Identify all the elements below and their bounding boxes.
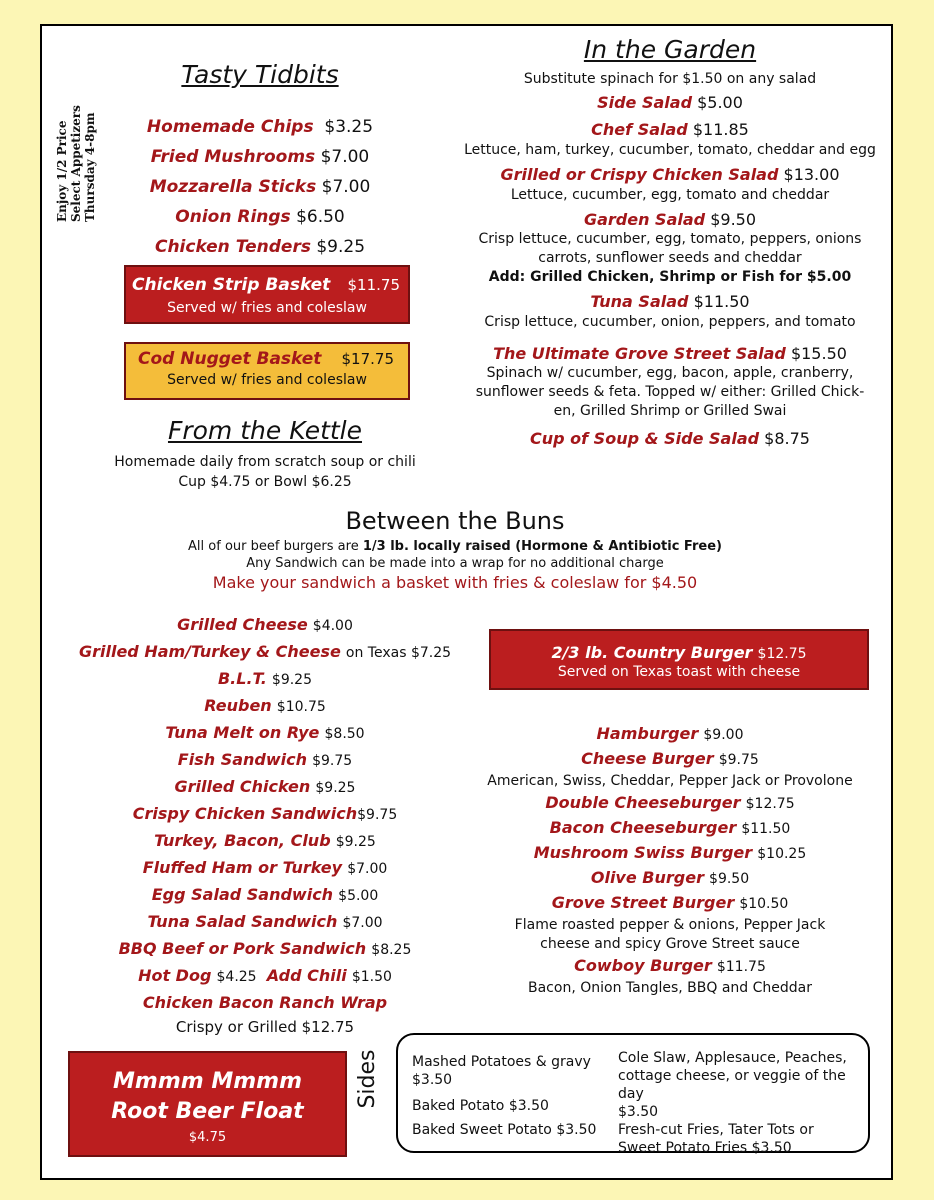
burger-list	[470, 722, 870, 998]
list-item	[60, 936, 470, 963]
item-desc: Crisp lettuce, cucumber, egg, tomato, peppers, onions	[478, 231, 862, 247]
item-name: Grove Street Burger	[551, 893, 735, 912]
buns-line	[60, 538, 850, 555]
item-price: $7.00	[347, 861, 388, 877]
item-desc: Bacon, Onion Tangles, BBQ and Cheddar	[528, 980, 812, 996]
sides-box	[396, 1033, 870, 1156]
item-price: $11.85	[692, 120, 749, 139]
item-price: $9.25	[316, 237, 366, 257]
item-name: Reuben	[204, 696, 272, 715]
item-name: B.L.T.	[217, 669, 267, 688]
sides-label: Sides	[355, 1049, 380, 1109]
side-item: cottage cheese, or veggie of the day	[618, 1068, 846, 1102]
item-price: $3.25	[324, 117, 374, 137]
item-name: Onion Rings	[175, 207, 291, 227]
garden-title: In the Garden	[583, 35, 757, 64]
list-item	[120, 142, 400, 172]
item-price: $7.00	[342, 915, 383, 931]
list-item	[470, 841, 870, 866]
item-name: Homemade Chips	[146, 117, 314, 137]
item-price: $12.75	[757, 646, 807, 662]
menu-item	[460, 120, 880, 140]
item-desc: Crispy or Grilled $12.75	[175, 1018, 355, 1036]
item-name: Grilled Chicken	[174, 777, 311, 796]
item-name: Mushroom Swiss Burger	[533, 843, 753, 862]
item-name: 2/3 lb. Country Burger	[551, 643, 753, 662]
list-item	[470, 791, 870, 816]
item-name: Chicken Strip Basket	[132, 275, 331, 295]
item-price: $8.75	[764, 429, 810, 448]
item-name: Bacon Cheeseburger	[549, 818, 737, 837]
list-item	[120, 172, 400, 202]
list-item	[470, 722, 870, 747]
item-name: Grilled or Crispy Chicken Salad	[500, 165, 779, 184]
list-item	[60, 666, 470, 693]
item-name: Cup of Soup & Side Salad	[530, 429, 760, 448]
side-item: Fresh-cut Fries, Tater Tots or	[618, 1122, 814, 1138]
list-item	[470, 954, 870, 979]
side-item: $3.50	[412, 1072, 453, 1088]
item-name: Fried Mushrooms	[150, 147, 316, 167]
sides-right	[618, 1049, 868, 1157]
item-price: $11.75	[716, 959, 766, 975]
list-item	[60, 990, 470, 1015]
item-desc: Served on Texas toast with cheese	[557, 664, 801, 680]
menu-item	[460, 165, 880, 185]
item-price: $5.00	[697, 93, 743, 112]
buns-header	[60, 506, 850, 594]
sandwich-list	[60, 612, 470, 1040]
item-price: $9.75	[357, 807, 398, 823]
item-desc: Served w/ fries and coleslaw	[167, 300, 367, 316]
item-price: $9.25	[335, 834, 376, 850]
item-desc: Lettuce, cucumber, egg, tomato and cheddar	[510, 187, 830, 203]
item-desc: en, Grilled Shrimp or Grilled Swai	[553, 403, 787, 419]
item-desc: Spinach w/ cucumber, egg, bacon, apple, cranberry,	[486, 365, 854, 381]
item-price: $10.25	[757, 846, 807, 862]
item-name: Egg Salad Sandwich	[151, 885, 334, 904]
menu-item	[460, 429, 880, 449]
item-name: Add Chili	[266, 966, 347, 985]
menu-item	[460, 93, 880, 113]
item-price: $8.25	[371, 942, 412, 958]
item-name: Crispy Chicken Sandwich	[132, 804, 358, 823]
sides-left	[412, 1053, 612, 1139]
item-name: Chicken Tenders	[154, 237, 311, 257]
side-item: Baked Sweet Potato $3.50	[412, 1122, 597, 1138]
item-add: Add: Grilled Chicken, Shrimp or Fish for $5.00	[488, 269, 852, 285]
side-item: Cole Slaw, Applesauce, Peaches,	[618, 1050, 847, 1066]
item-desc: American, Swiss, Cheddar, Pepper Jack or Provolone	[487, 773, 853, 789]
kettle-desc	[90, 452, 440, 492]
item-price: $9.75	[718, 752, 759, 768]
item-name: Grilled Ham/Turkey & Cheese	[78, 642, 341, 661]
item-price: $7.00	[321, 177, 371, 197]
item-price: $15.50	[790, 344, 847, 363]
item-desc: cheese and spicy Grove Street sauce	[540, 936, 800, 952]
item-name: Tuna Salad	[590, 292, 689, 311]
item-price: on Texas $7.25	[345, 645, 452, 661]
item-name: Hamburger	[596, 724, 699, 743]
buns-line: Make your sandwich a basket with fries & coleslaw for $4.50	[212, 573, 698, 592]
country-burger-box	[489, 629, 869, 690]
menu-item	[460, 292, 880, 312]
item-name: Hot Dog	[138, 966, 212, 985]
item-desc: Crisp lettuce, cucumber, onion, peppers, and tomato	[484, 314, 856, 330]
item-price: $11.50	[741, 821, 791, 837]
menu-item	[460, 344, 880, 364]
item-name: Mozzarella Sticks	[149, 177, 317, 197]
promo-text	[55, 102, 97, 222]
list-item	[470, 891, 870, 916]
item-price: $9.25	[315, 780, 356, 796]
item-price: $17.75	[341, 350, 394, 368]
list-item	[60, 801, 470, 828]
item-price: $7.00	[320, 147, 370, 167]
list-item	[470, 866, 870, 891]
item-price: $4.00	[312, 618, 353, 634]
item-name: Chef Salad	[591, 120, 688, 139]
item-name: Fish Sandwich	[177, 750, 307, 769]
list-item	[60, 963, 470, 990]
item-price: $13.00	[783, 165, 840, 184]
float-line: Root Beer Float	[111, 1099, 304, 1124]
item-price: $12.75	[745, 796, 795, 812]
item-price: $5.00	[338, 888, 379, 904]
promo-line: Select Appetizers	[69, 105, 83, 222]
buns-line: Any Sandwich can be made into a wrap for no additional charge	[246, 556, 664, 571]
item-price: $10.50	[739, 896, 789, 912]
item-name: The Ultimate Grove Street Salad	[493, 344, 786, 363]
garden-sub: Substitute spinach for $1.50 on any salad	[523, 71, 817, 87]
item-price: $9.00	[703, 727, 744, 743]
item-price: $4.75	[188, 1130, 227, 1145]
item-name: Olive Burger	[590, 868, 704, 887]
item-name: Cowboy Burger	[574, 956, 712, 975]
float-line: Mmmm Mmmm	[113, 1069, 302, 1094]
list-item	[60, 612, 470, 639]
item-price: $4.25	[216, 969, 257, 985]
list-item	[120, 112, 400, 142]
cod-nugget-box	[124, 342, 410, 400]
item-desc: Flame roasted pepper & onions, Pepper Jack	[514, 917, 826, 933]
item-name: Cheese Burger	[581, 749, 714, 768]
item-name: Garden Salad	[583, 210, 706, 229]
item-name: Double Cheeseburger	[545, 793, 741, 812]
root-beer-float-box	[68, 1051, 347, 1157]
menu-item	[460, 210, 880, 230]
list-item	[470, 816, 870, 841]
garden-section	[460, 35, 880, 449]
item-desc: sunflower seeds & feta. Topped w/ either: Grilled Chick-	[475, 384, 865, 400]
item-name: Cod Nugget Basket	[138, 349, 322, 369]
buns-line-a: All of our beef burgers are	[188, 539, 363, 554]
item-price: $6.50	[296, 207, 345, 227]
item-price: $10.75	[276, 699, 326, 715]
item-name: Side Salad	[597, 93, 693, 112]
item-name: Fluffed Ham or Turkey	[142, 858, 343, 877]
list-item	[60, 909, 470, 936]
item-desc: Served w/ fries and coleslaw	[167, 372, 367, 388]
item-desc: Lettuce, ham, turkey, cucumber, tomato, cheddar and egg	[464, 142, 876, 158]
chicken-strip-box	[124, 265, 410, 324]
item-price: $9.50	[709, 871, 750, 887]
list-item	[60, 747, 470, 774]
menu-item	[491, 643, 867, 662]
item-name: Chicken Bacon Ranch Wrap	[142, 993, 388, 1012]
tidbits-title: Tasty Tidbits	[181, 60, 339, 89]
list-item	[120, 232, 400, 262]
kettle-title: From the Kettle	[167, 416, 363, 445]
buns-line-b: 1/3 lb. locally raised (Hormone & Antibiotic Free)	[362, 539, 722, 554]
item-price: $1.50	[351, 969, 392, 985]
list-item	[60, 882, 470, 909]
list-item	[60, 639, 470, 666]
item-name: Turkey, Bacon, Club	[154, 831, 331, 850]
kettle-line: Cup $4.75 or Bowl $6.25	[178, 474, 352, 490]
side-item: Sweet Potato Fries $3.50	[618, 1140, 792, 1156]
side-item: Mashed Potatoes & gravy	[412, 1054, 591, 1070]
promo-line: Enjoy 1/2 Price	[55, 120, 69, 222]
item-price: $9.75	[312, 753, 353, 769]
item-desc: carrots, sunflower seeds and cheddar	[538, 250, 802, 266]
list-item	[60, 855, 470, 882]
list-item	[60, 774, 470, 801]
list-item	[470, 747, 870, 772]
item-name: Grilled Cheese	[177, 615, 308, 634]
list-item	[120, 202, 400, 232]
item-name: Tuna Melt on Rye	[165, 723, 320, 742]
item-price: $11.75	[347, 276, 400, 294]
list-item	[60, 720, 470, 747]
side-item: $3.50	[618, 1104, 659, 1120]
promo-line: Thursday 4-8pm	[83, 112, 97, 222]
side-item: Baked Potato $3.50	[412, 1098, 549, 1114]
tidbits-list	[120, 112, 400, 262]
buns-title: Between the Buns	[345, 507, 565, 535]
item-price: $9.50	[710, 210, 757, 229]
list-item	[60, 693, 470, 720]
item-name: Tuna Salad Sandwich	[147, 912, 338, 931]
list-item	[60, 828, 470, 855]
item-price: $8.50	[324, 726, 365, 742]
item-price: $11.50	[693, 292, 750, 311]
item-name: BBQ Beef or Pork Sandwich	[118, 939, 367, 958]
item-price: $9.25	[271, 672, 312, 688]
kettle-line: Homemade daily from scratch soup or chili	[114, 454, 416, 470]
